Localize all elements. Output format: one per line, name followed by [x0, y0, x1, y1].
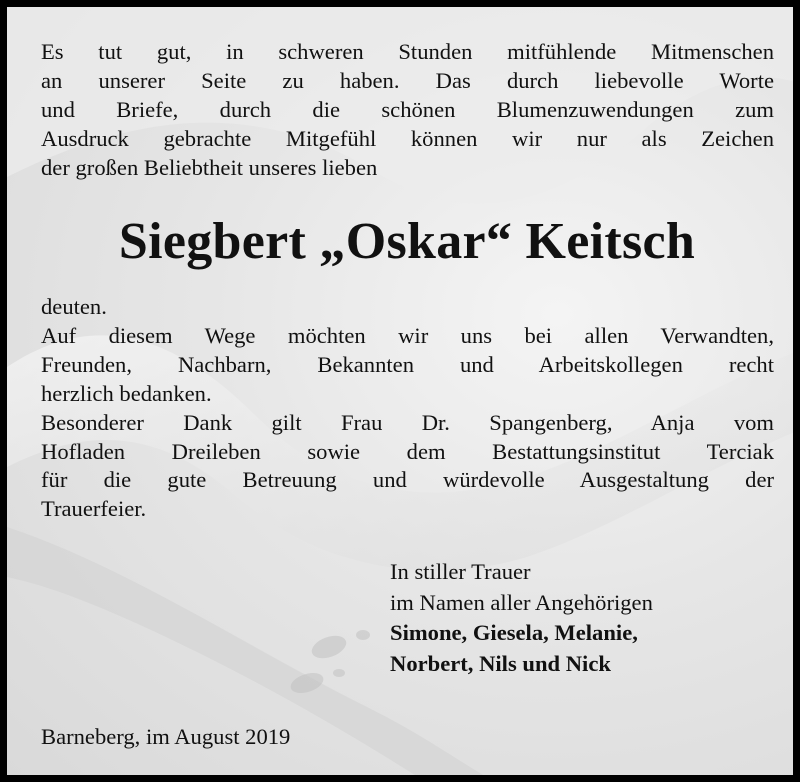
thanks-paragraph: [41, 293, 774, 524]
body-line: Freunden, Nachbarn, Bekannten und Arbeitskollegen recht: [41, 351, 774, 377]
body-line: Trauerfeier.: [41, 496, 147, 522]
family-names: Norbert, Nils und Nick: [390, 650, 611, 676]
intro-line: und Briefe, durch die schönen Blumenzuwendungen zum: [41, 96, 774, 122]
body-line: Hofladen Dreileben sowie dem Bestattungsinstitut Terciak: [41, 438, 774, 464]
body-line: herzlich bedanken.: [41, 380, 212, 406]
deceased-name: Siegbert „Oskar“ Keitsch: [118, 213, 696, 270]
family-names: Simone, Giesela, Melanie,: [390, 620, 638, 645]
mourning-phrase: In stiller Trauer: [390, 559, 531, 584]
body-line: Besonderer Dank gilt Frau Dr. Spangenberg, Anja vom: [41, 409, 774, 435]
intro-paragraph: [41, 38, 774, 183]
body-line: für die gute Betreuung und würdevolle Ausgestaltung der: [41, 467, 774, 493]
intro-line: Es tut gut, in schweren Stunden mitfühlende Mitmenschen: [41, 39, 774, 64]
intro-line: an unserer Seite zu haben. Das durch liebevolle Worte: [41, 67, 774, 93]
place-and-date: Barneberg, im August 2019: [41, 724, 291, 749]
signature-block: [390, 557, 653, 679]
body-line: deuten.: [41, 294, 107, 319]
body-line: Auf diesem Wege möchten wir uns bei allen Verwandten,: [41, 322, 774, 348]
relatives-phrase: im Namen aller Angehörigen: [390, 589, 653, 615]
notice-text-layer: [7, 7, 800, 782]
intro-line: der großen Beliebtheit unseres lieben: [41, 154, 378, 180]
intro-line: Ausdruck gebrachte Mitgefühl können wir nur als Zeichen: [41, 125, 774, 151]
